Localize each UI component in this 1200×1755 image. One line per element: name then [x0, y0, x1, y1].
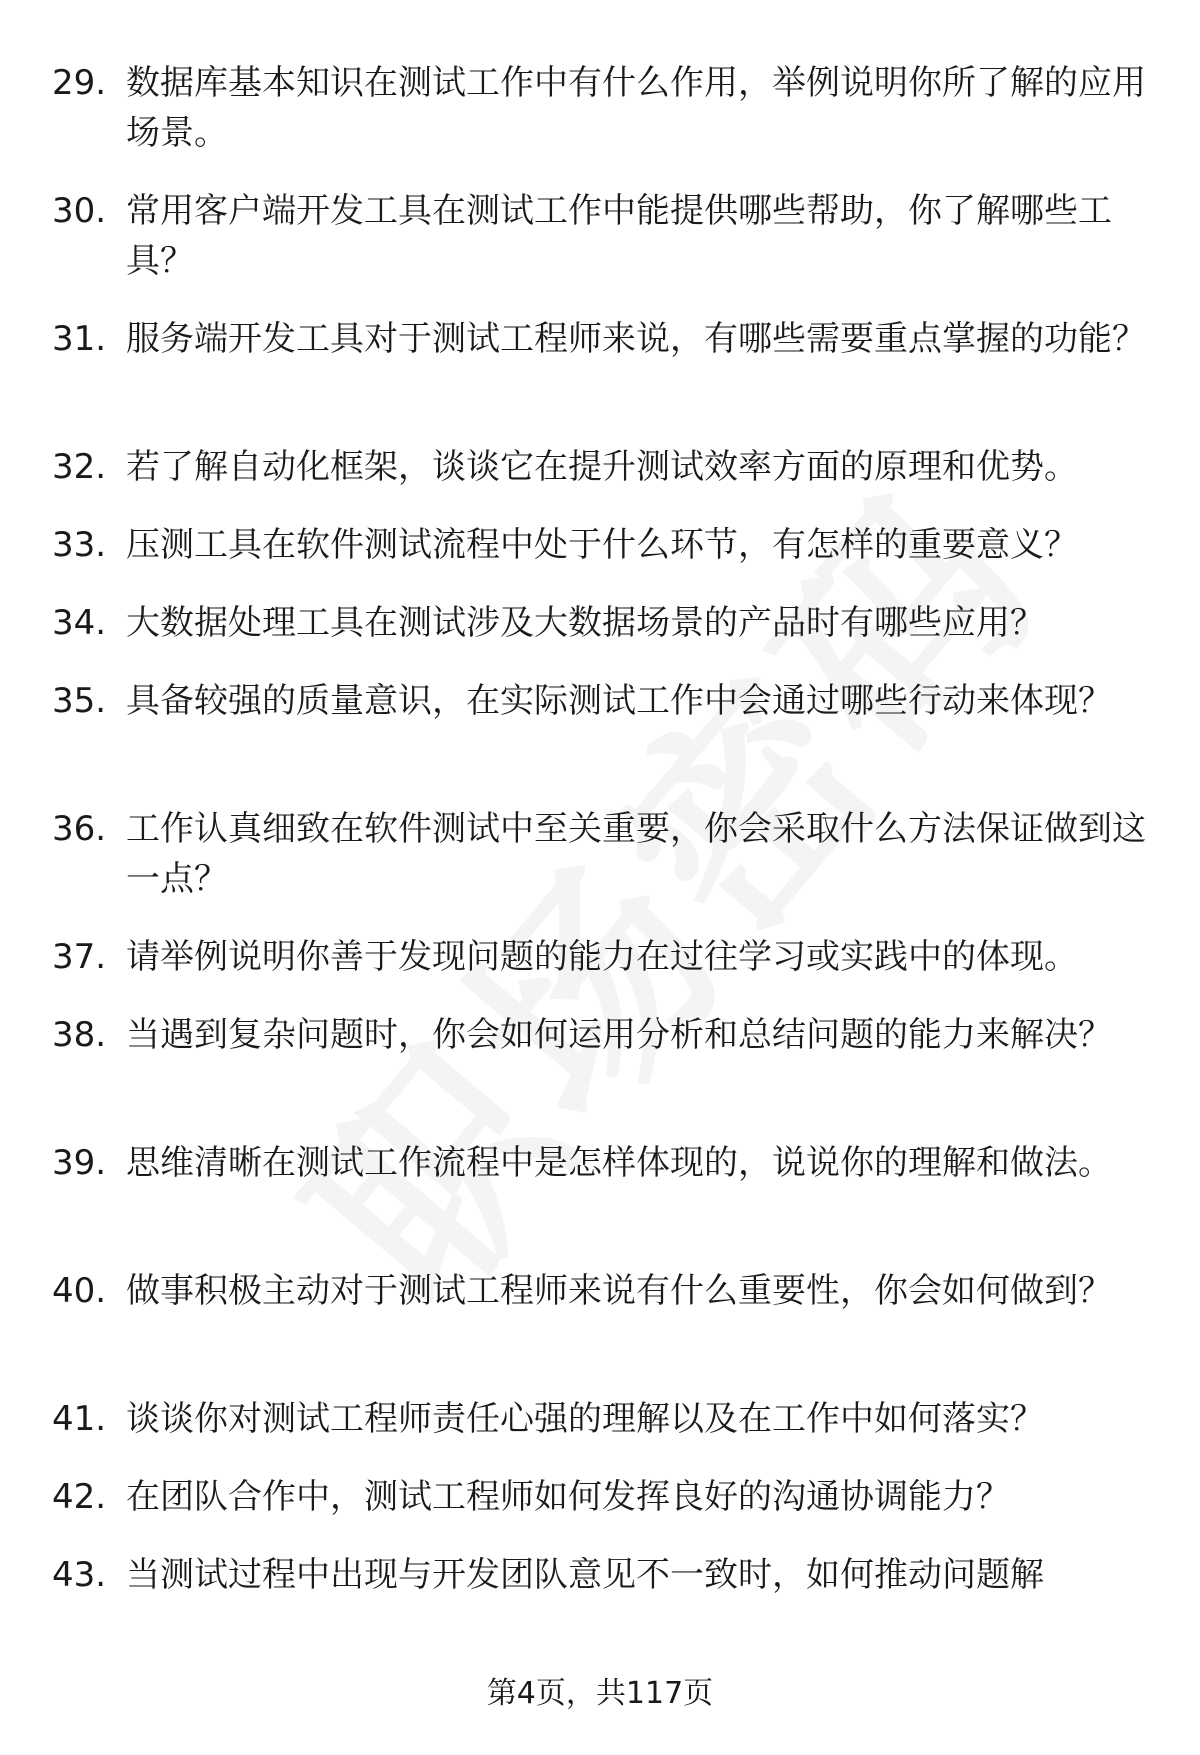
question-number: 36. [52, 809, 107, 849]
question-item [0, 1550, 1200, 1600]
question-item [0, 1010, 1200, 1110]
question-text: 服务端开发工具对于测试工程师来说，有哪些需要重点掌握的功能？ [126, 319, 1146, 359]
question-text: 做事积极主动对于测试工程师来说有什么重要性，你会如何做到？ [126, 1271, 1112, 1311]
question-text: 常用客户端开发工具在测试工作中能提供哪些帮助，你了解哪些工具？ [126, 191, 1112, 281]
question-item [0, 1394, 1200, 1444]
question-list [0, 58, 1200, 1628]
question-number: 40. [52, 1271, 107, 1311]
question-number: 37. [52, 937, 107, 977]
question-item [0, 314, 1200, 414]
question-number: 31. [52, 319, 107, 359]
question-text: 大数据处理工具在测试涉及大数据场景的产品时有哪些应用？ [126, 603, 1044, 643]
question-item [0, 932, 1200, 982]
question-number: 35. [52, 681, 107, 721]
question-item [0, 58, 1200, 158]
question-text: 数据库基本知识在测试工作中有什么作用，举例说明你所了解的应用场景。 [126, 63, 1146, 153]
question-number: 43. [52, 1555, 107, 1595]
question-text: 谈谈你对测试工程师责任心强的理解以及在工作中如何落实？ [126, 1399, 1044, 1439]
question-text: 工作认真细致在软件测试中至关重要，你会采取什么方法保证做到这一点？ [126, 809, 1146, 899]
question-number: 41. [52, 1399, 107, 1439]
question-item [0, 1472, 1200, 1522]
question-text: 当遇到复杂问题时，你会如何运用分析和总结问题的能力来解决？ [126, 1015, 1112, 1055]
question-item [0, 442, 1200, 492]
question-item [0, 520, 1200, 570]
question-item [0, 186, 1200, 286]
question-number: 34. [52, 603, 107, 643]
question-number: 39. [52, 1143, 107, 1183]
question-number: 32. [52, 447, 107, 487]
question-text: 在团队合作中，测试工程师如何发挥良好的沟通协调能力？ [126, 1477, 1010, 1517]
question-item [0, 1266, 1200, 1366]
question-item [0, 676, 1200, 776]
question-text: 请举例说明你善于发现问题的能力在过往学习或实践中的体现。 [126, 937, 1078, 977]
question-number: 33. [52, 525, 107, 565]
question-number: 42. [52, 1477, 107, 1517]
question-item [0, 804, 1200, 904]
page-footer: 第4页，共117页 [486, 1676, 714, 1711]
question-text: 压测工具在软件测试流程中处于什么环节，有怎样的重要意义？ [126, 525, 1078, 565]
question-number: 30. [52, 191, 107, 231]
question-text: 当测试过程中出现与开发团队意见不一致时，如何推动问题解 [126, 1555, 1044, 1595]
question-text: 若了解自动化框架，谈谈它在提升测试效率方面的原理和优势。 [126, 447, 1078, 487]
question-number: 38. [52, 1015, 107, 1055]
question-text: 思维清晰在测试工作流程中是怎样体现的，说说你的理解和做法。 [126, 1143, 1112, 1183]
question-item [0, 1138, 1200, 1238]
question-number: 29. [52, 63, 107, 103]
question-item [0, 598, 1200, 648]
question-text: 具备较强的质量意识，在实际测试工作中会通过哪些行动来体现？ [126, 681, 1112, 721]
